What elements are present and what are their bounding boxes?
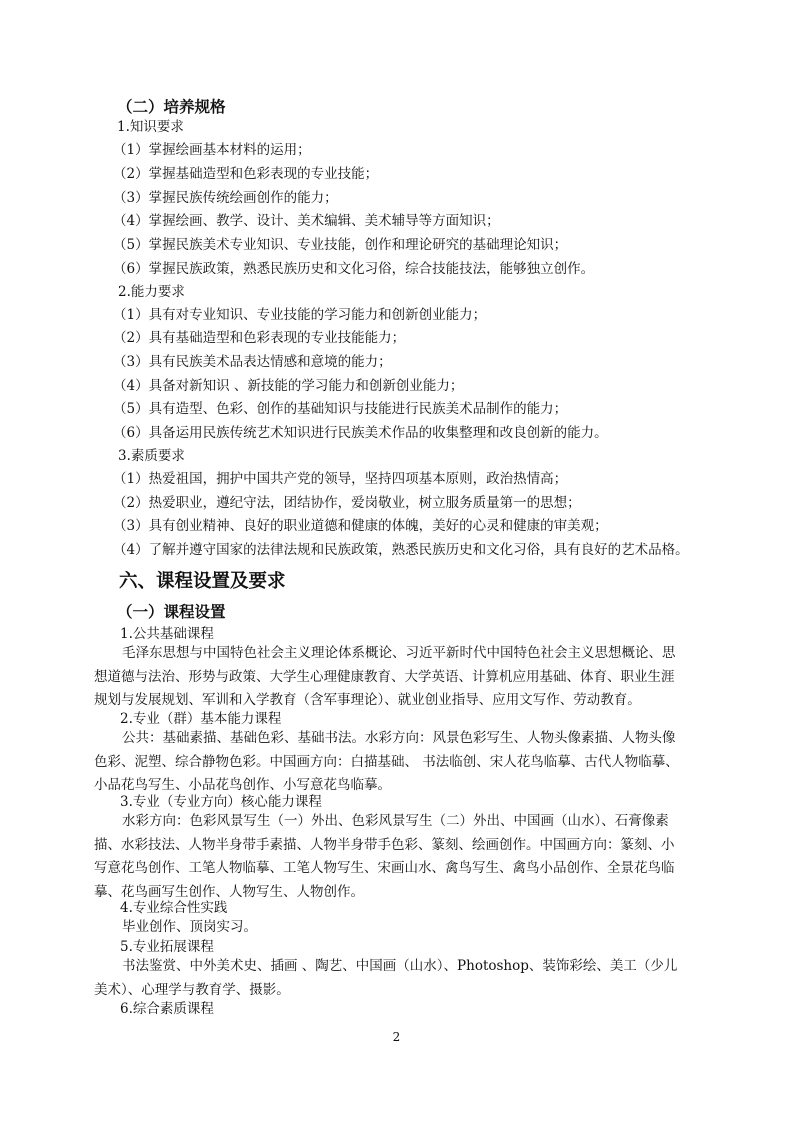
major-basic-courses-text [94,727,698,798]
knowledge-item: （5）掌握民族美术专业知识、专业技能，创作和理论研究的基础理论知识； [113,237,568,253]
ability-item: （4）具备对新知识 、新技能的学习能力和创新创业能力； [113,378,464,394]
paragraph-line: 想道德与法治、形势与政策、大学生心理健康教育、大学英语、计算机应用基础、体育、职业生涯 [94,668,675,685]
public-basic-courses-text [94,642,698,713]
knowledge-item: （3）掌握民族传统绘画创作的能力； [113,190,338,206]
ability-item: （5）具有造型、色彩、创作的基础知识与技能进行民族美术品制作的能力； [113,401,568,417]
knowledge-item: （1）掌握绘画基本材料的运用； [113,142,311,158]
paragraph-line: 写意花鸟创作、工笔人物临摹、工笔人物写生、宋画山水、禽鸟写生、禽鸟小品创作、全景花鸟临 [94,860,675,876]
major-basic-courses-title: 2.专业（群）基本能力课程 [120,711,282,727]
paragraph-line: 摹、花鸟画写生创作、人物写生、人物创作。 [94,883,364,900]
ability-item: （6）具备运用民族传统艺术知识进行民族美术作品的收集整理和改良创新的能力。 [113,425,608,441]
paragraph-line: 水彩方向：色彩风景写生（一）外出、色彩风景写生（二）外出、中国画（山水）、石膏像素 [122,813,669,829]
chapter-heading-course-setup: 六、课程设置及要求 [119,571,286,592]
major-core-courses-title: 3.专业（专业方向）核心能力课程 [120,794,322,810]
knowledge-item: （6）掌握民族政策，熟悉民族历史和文化习俗，综合技能技法，能够独立创作。 [113,261,595,277]
paragraph-line: 书法鉴赏、中外美术史、插画 、陶艺、中国画（山水）、Photoshop、装饰彩绘、美工（少儿 [122,958,678,974]
quality-item: （2）热爱职业，遵纪守法，团结协作，爱岗敬业，树立服务质量第一的思想； [113,495,581,511]
quality-requirements-title: 3.素质要求 [118,448,185,464]
practice-courses-text [94,916,698,940]
public-basic-courses-title: 1.公共基础课程 [120,626,214,642]
knowledge-item: （2）掌握基础造型和色彩表现的专业技能； [113,166,379,182]
extension-courses-title: 5.专业拓展课程 [120,939,214,955]
paragraph-line: 毛泽东思想与中国特色社会主义理论体系概论、习近平新时代中国特色社会主义思想概论、思 [122,645,676,661]
quality-item: （3）具有创业精神、良好的职业道德和健康的体魄，美好的心灵和健康的审美观； [113,518,608,534]
major-core-courses-text [94,810,698,904]
paragraph-line: 毕业创作、顶岗实习。 [122,919,257,935]
paragraph-line: 公共：基础素描、基础色彩、基础书法。水彩方向：风景色彩写生、人物头像素描、人物头像 [122,730,676,746]
paragraph-line: 小品花鸟写生、小品花鸟创作、小写意花鸟临摹。 [94,777,391,793]
practice-courses-title: 4.专业综合性实践 [120,900,228,916]
knowledge-item: （4）掌握绘画、教学、设计、美术编辑、美术辅导等方面知识； [113,213,500,229]
ability-item: （2）具有基础造型和色彩表现的专业技能能力； [113,330,406,346]
paragraph-line: 规划与发展规划、军训和入学教育（含军事理论）、就业创业指导、应用文写作、劳动教育。 [94,692,641,708]
section-heading-peiyang-guige: （二）培养规格 [117,98,226,116]
quality-item: （4）了解并遵守国家的法律法规和民族政策，熟悉民族历史和文化习俗，具有良好的艺术品格。 [113,542,689,558]
paragraph-line: 描、水彩技法、人物半身带手素描、人物半身带手色彩、篆刻、绘画创作。中国画方向：篆刻、小 [94,836,675,853]
quality-item: （1）热爱祖国，拥护中国共产党的领导，坚持四项基本原则，政治热情高； [113,471,568,487]
ability-requirements-title: 2.能力要求 [118,284,185,300]
ability-item: （3）具有民族美术品表达情感和意境的能力； [113,354,392,370]
ability-item: （1）具有对专业知识、专业技能的学习能力和创新创业能力； [113,307,487,323]
extension-courses-text [94,955,698,1002]
comprehensive-courses-title: 6.综合素质课程 [120,1001,214,1017]
page-number: 2 [392,1030,401,1044]
paragraph-line: 色彩、泥塑、综合静物色彩。中国画方向：白描基础、 书法临创、宋人花鸟临摹、古代人物临摹、 [94,753,679,770]
section-heading-course-setting: （一）课程设置 [117,603,226,621]
knowledge-requirements-title: 1.知识要求 [117,119,184,135]
paragraph-line: 美术）、心理学与教育学、摄影。 [94,981,290,998]
